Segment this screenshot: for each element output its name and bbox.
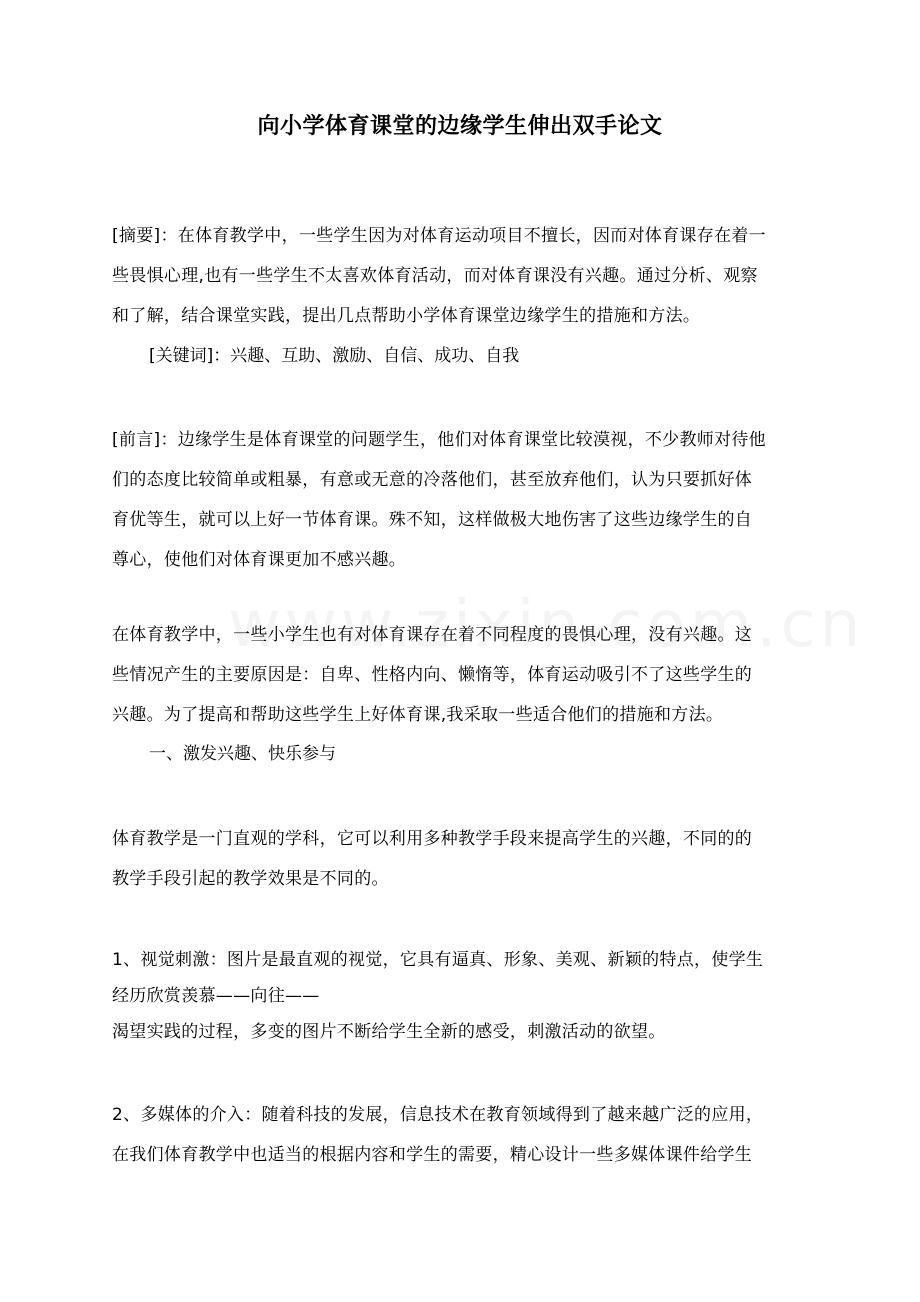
section1-paragraph [112, 819, 812, 899]
document-title: 向小学体育课堂的边缘学生伸出双手论文 [257, 114, 663, 139]
section1-line: 体育教学是一门直观的学科，它可以利用多种教学手段来提高学生的兴趣，不同的的 [112, 829, 753, 849]
intro-paragraph [112, 615, 812, 735]
intro-line: 兴趣。为了提高和帮助这些学生上好体育课,我采取一些适合他们的措施和方法。 [112, 705, 724, 725]
abstract-line: 些畏惧心理,也有一些学生不太喜欢体育活动，而对体育课没有兴趣。通过分析、观察 [112, 266, 758, 286]
foreword-paragraph [112, 420, 812, 580]
item2-paragraph [112, 1095, 812, 1175]
item2-line: 2、多媒体的介入：随着科技的发展，信息技术在教育领域得到了越来越广泛的应用， [112, 1105, 764, 1125]
foreword-line: 尊心，使他们对体育课更加不感兴趣。 [112, 550, 407, 570]
section1-line: 教学手段引起的教学效果是不同的。 [112, 869, 389, 889]
abstract-paragraph [112, 216, 812, 336]
keywords-line: [关键词]：兴趣、互助、激励、自信、成功、自我 [149, 346, 520, 366]
foreword-line: 育优等生，就可以上好一节体育课。殊不知，这样做极大地伤害了这些边缘学生的自 [112, 510, 753, 530]
intro-line: 些情况产生的主要原因是：自卑、性格内向、懒惰等，体育运动吸引不了这些学生的 [112, 665, 753, 685]
item2-line: 在我们体育教学中也适当的根据内容和学生的需要，精心设计一些多媒体课件给学生 [112, 1145, 753, 1165]
intro-line: 在体育教学中，一些小学生也有对体育课存在着不同程度的畏惧心理，没有兴趣。这 [112, 625, 753, 645]
foreword-line: [前言]：边缘学生是体育课堂的问题学生，他们对体育课堂比较漠视，不少教师对待他 [112, 430, 766, 450]
abstract-line: [摘要]：在体育教学中，一些学生因为对体育运动项目不擅长，因而对体育课存在着一 [112, 226, 766, 246]
section-heading: 一、激发兴趣、快乐参与 [149, 744, 336, 764]
foreword-line: 们的态度比较简单或粗暴，有意或无意的冷落他们，甚至放弃他们，认为只要抓好体 [112, 470, 753, 490]
item1-line: 1、视觉刺激：图片是最直观的视觉，它具有逼真、形象、美观、新颖的特点，使学生 [112, 950, 764, 970]
item1-paragraph [112, 940, 812, 1052]
item1-line: 经历欣赏羡慕——向往—— [112, 986, 320, 1006]
abstract-line: 和了解，结合课堂实践，提出几点帮助小学体育课堂边缘学生的措施和方法。 [112, 306, 701, 326]
item1-line: 渴望实践的过程，多变的图片不断给学生全新的感受，刺激活动的欲望。 [112, 1022, 666, 1042]
